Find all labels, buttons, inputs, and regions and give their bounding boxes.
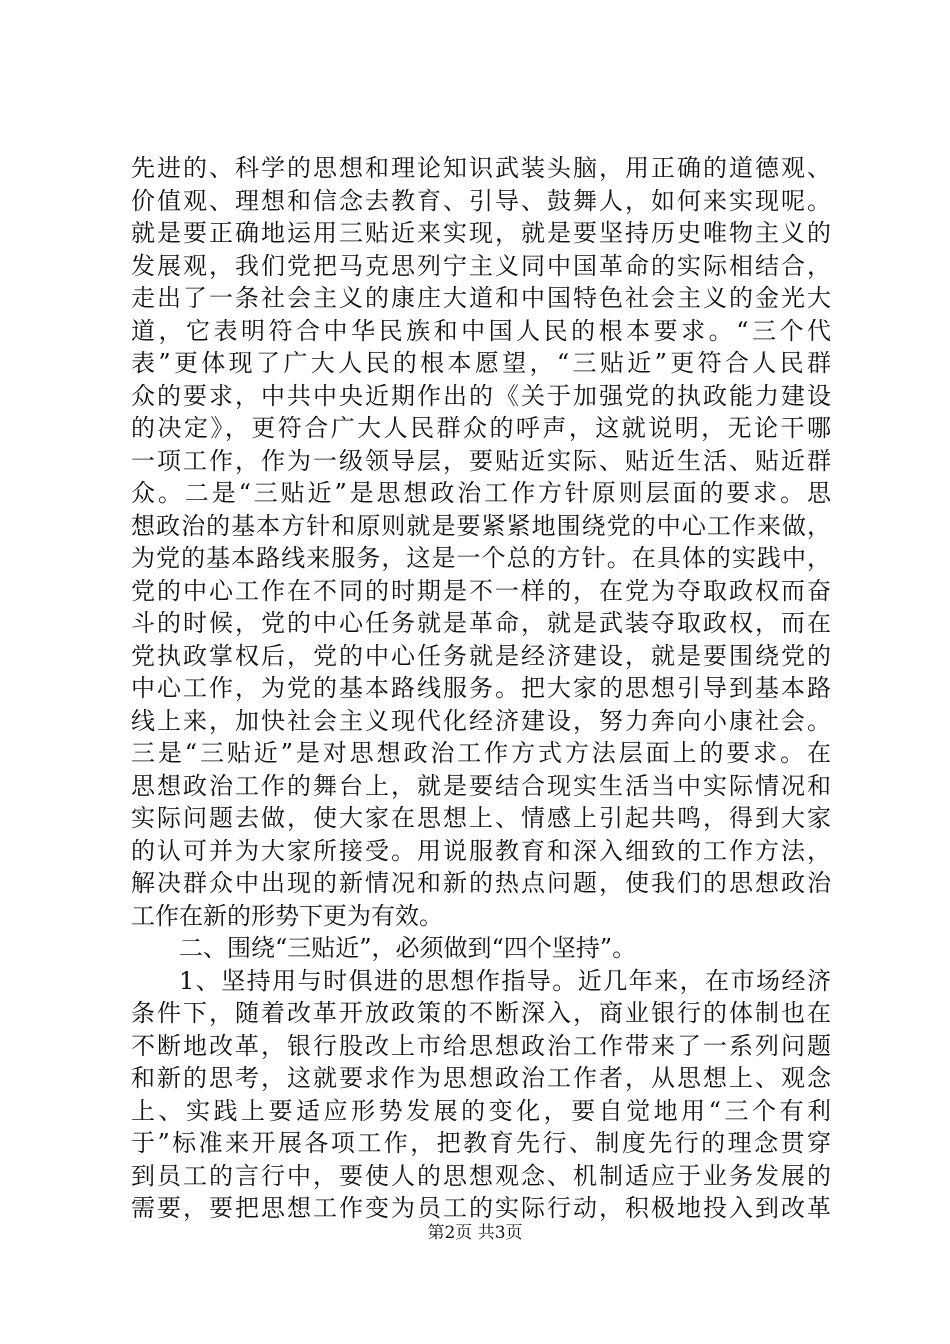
text-line: 解决群众中出现的新情况和新的热点问题，使我们的思想政治 xyxy=(131,869,831,897)
text-line: 就是要正确地运用三贴近来实现，就是要坚持历史唯物主义的 xyxy=(131,219,831,247)
text-line: 价值观、理想和信念去教育、引导、鼓舞人，如何来实现呢。 xyxy=(131,186,831,215)
text-line: 走出了一条社会主义的康庄大道和中国特色社会主义的金光大 xyxy=(131,284,831,312)
text-line: 思想政治工作的舞台上，就是要结合现实生活当中实际情况和 xyxy=(131,771,831,800)
text-line: 需要，要把思想工作变为员工的实际行动，积极地投入到改革 xyxy=(131,1194,831,1222)
text-line: 条件下，随着改革开放政策的不断深入，商业银行的体制也在 xyxy=(131,999,831,1027)
text-line: 党的中心工作在不同的时期是不一样的，在党为夺取政权而奋 xyxy=(131,576,831,605)
text-line: 众。二是“三贴近”是思想政治工作方针原则层面的要求。思 xyxy=(131,479,831,507)
text-line: 党执政掌权后，党的中心任务就是经济建设，就是要围绕党的 xyxy=(131,641,831,670)
text-line: 上、实践上要适应形势发展的变化，要自觉地用“三个有利 xyxy=(131,1096,831,1125)
text-line: 不断地改革，银行股改上市给思想政治工作带来了一系列问题 xyxy=(131,1031,831,1060)
text-line: 的认可并为大家所接受。用说服教育和深入细致的工作方法， xyxy=(131,836,831,865)
text-line: 一项工作，作为一级领导层，要贴近实际、贴近生活、贴近群 xyxy=(131,446,831,475)
text-line: 斗的时候，党的中心任务就是革命，就是武装夺取政权，而在 xyxy=(131,609,831,637)
text-line: 道，它表明符合中华民族和中国人民的根本要求。“三个代 xyxy=(131,316,831,345)
text-line: 发展观，我们党把马克思列宁主义同中国革命的实际相结合， xyxy=(131,251,831,280)
text-line: 于”标准来开展各项工作，把教育先行、制度先行的理念贯穿 xyxy=(131,1129,831,1157)
text-line: 实际问题去做，使大家在思想上、情感上引起共鸣，得到大家 xyxy=(131,804,831,832)
text-line: 为党的基本路线来服务，这是一个总的方针。在具体的实践中， xyxy=(131,544,831,572)
text-line: 工作在新的形势下更为有效。 xyxy=(131,901,443,930)
text-line: 三是“三贴近”是对思想政治工作方式方法层面上的要求。在 xyxy=(131,739,831,767)
text-line: 到员工的言行中，要使人的思想观念、机制适应于业务发展的 xyxy=(131,1161,831,1190)
text-line: 二、围绕“三贴近”，必须做到“四个坚持”。 xyxy=(179,934,637,962)
document-body xyxy=(131,152,831,1225)
text-line: 1、坚持用与时俱进的思想作指导。近几年来，在市场经济 xyxy=(179,966,831,995)
text-line: 众的要求，中共中央近期作出的《关于加强党的执政能力建设 xyxy=(131,381,831,410)
text-line: 的决定》，更符合广大人民群众的呼声，这就说明，无论干哪 xyxy=(131,414,831,442)
text-line: 表”更体现了广大人民的根本愿望，“三贴近”更符合人民群 xyxy=(131,349,831,377)
text-line: 线上来，加快社会主义现代化经济建设，努力奔向小康社会。 xyxy=(131,706,831,735)
text-line: 中心工作，为党的基本路线服务。把大家的思想引导到基本路 xyxy=(131,674,831,702)
text-line: 和新的思考，这就要求作为思想政治工作者，从思想上、观念 xyxy=(131,1064,831,1092)
text-line: 想政治的基本方针和原则就是要紧紧地围绕党的中心工作来做， xyxy=(131,511,831,540)
page-footer: 第2页 共3页 xyxy=(427,1223,523,1243)
text-line: 先进的、科学的思想和理论知识武装头脑，用正确的道德观、 xyxy=(131,154,831,182)
